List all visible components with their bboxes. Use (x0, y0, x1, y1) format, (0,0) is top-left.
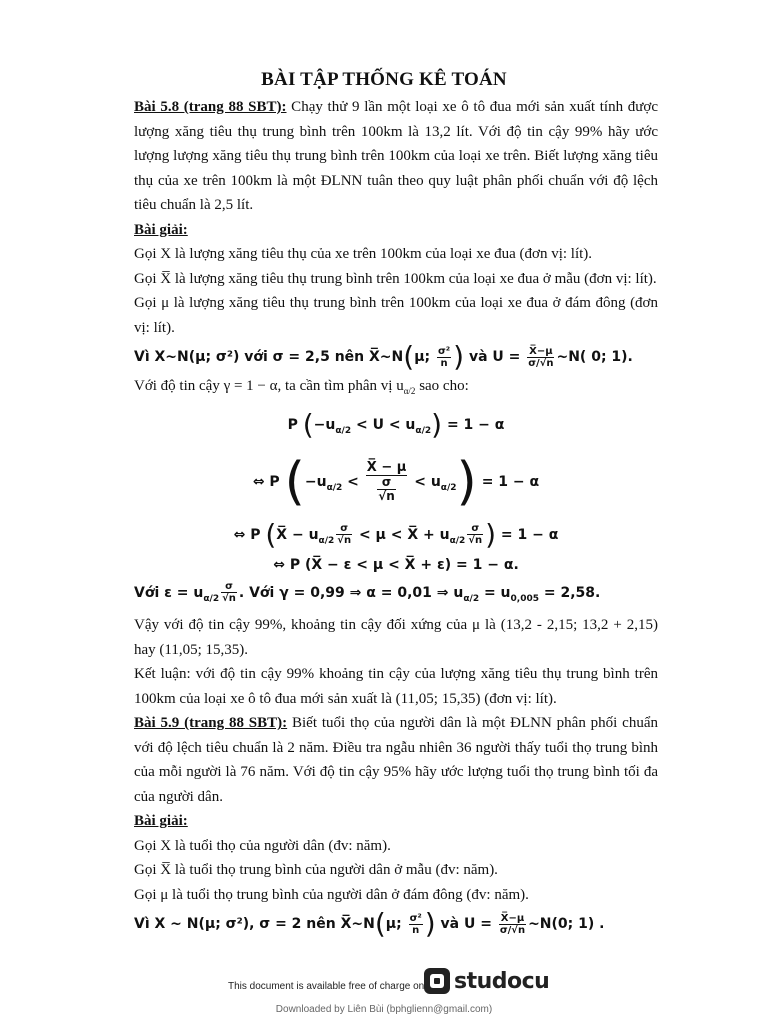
model-line-2-suffix: ~N(0; 1) . (528, 916, 605, 933)
eq2-inner-frac (377, 476, 396, 503)
studocu-logo-icon (424, 968, 450, 994)
document-title: BÀI TẬP THỐNG KÊ TOÁN (261, 69, 507, 90)
define-x-line-2: Gọi X là tuổi thọ của người dân (đv: năm). (134, 837, 391, 854)
problem-5-9-statement (134, 711, 658, 809)
eq2-den (366, 476, 408, 503)
eq2-fraction (366, 460, 408, 503)
define-x-line: Gọi X là lượng xăng tiêu thụ của xe trên 100km của loại xe đua (đơn vị: lít). (134, 246, 593, 262)
model-line-2-mu: μ; (385, 916, 407, 933)
define-xbar-line-2: Gọi X̅ là tuổi thọ trung bình của người dân ở mẫu (đv: năm). (134, 862, 498, 879)
footer-download-note: Downloaded by Liên Bùi (bphglienn@gmail.com) (275, 1004, 493, 1015)
equation-3 (134, 518, 658, 552)
eq2-num: X̅ − μ (366, 460, 407, 475)
paren-open-2: ( (374, 907, 386, 941)
eq3-c: = 1 − α (496, 526, 559, 543)
u-num-2: X̅−μ (500, 912, 525, 924)
eps-sub1: α/2 (203, 593, 220, 604)
document-body (134, 95, 658, 941)
eq1-p: P (287, 416, 298, 433)
page-footer (0, 966, 768, 1024)
eq3-sub: α/2 (318, 535, 335, 546)
eq1-paren-open: ( (302, 407, 314, 441)
problem-5-9-text: Biết tuổi thọ của người dân là một ĐLNN phân phối chuẩn với độ lệch tiêu chuẩn là 2 năm. Điều tra ngẫu nhiên 36 người thấy tuổi thọ trung bình của mỗi người là 76 năm. Với độ tin cậy 95% hãy ước lượng tuổi thọ trung bình tối đa của người dân. (134, 715, 658, 805)
equation-2 (134, 446, 658, 518)
define-mu-line: Gọi μ là lượng xăng tiêu thụ trung bình trên 100km của loại xe đua ở đám đông (đơn vị: lít). (134, 295, 658, 336)
u-den-2: σ/√n (499, 924, 526, 936)
eq2-inner-left: −u (304, 473, 327, 490)
define-mu-line-2: Gọi μ là tuổi thọ trung bình của người dân ở đám đông (đv: năm). (134, 886, 529, 903)
eq2-den-top: σ (377, 476, 396, 490)
studocu-logo[interactable] (424, 968, 549, 994)
model-line-1 (134, 340, 658, 374)
variance-fraction (437, 346, 451, 369)
eq3-frac-num: σ (336, 523, 352, 535)
eps-frac-num: σ (221, 581, 237, 593)
quantile-pre: Với độ tin cậy γ = 1 − α, ta cần tìm phân vị u (134, 378, 404, 394)
eps-end-pre: = u (479, 584, 511, 601)
result-line: Vậy với độ tin cậy 99%, khoảng tin cậy đối xứng của μ là (13,2 - 2,15; 13,2 + 2,15) hay (11,05; 15,35). (134, 617, 658, 658)
eps-frac (221, 581, 237, 604)
eq3-left: ⇔ P (233, 526, 261, 543)
eps-frac-den: √n (222, 593, 236, 604)
quantile-post: sao cho: (415, 378, 469, 394)
eps-sub2: α/2 (463, 593, 480, 604)
eq2-den-bot: √n (378, 489, 395, 503)
equation-4: ⇔ P (X̅ − ε < μ < X̅ + ε) = 1 − α. (273, 556, 519, 573)
eq3-paren-close: ) (485, 517, 497, 551)
conclusion-line: Kết luận: với độ tin cậy 99% khoảng tin cậy của lượng xăng tiêu thụ trung bình trên 100km của loại xe ô tô đua mới sản xuất là (11,05; 15,35) (đơn vị: lít). (134, 666, 658, 707)
u-fraction-2 (499, 913, 526, 936)
eq3-b: < μ < X̅ + u (354, 526, 450, 543)
eq1-inner-left: −u (313, 416, 336, 433)
model-line-1-suffix: ~N( 0; 1). (556, 349, 633, 365)
paren-open: ( (403, 340, 415, 373)
epsilon-line (134, 578, 658, 614)
model-line-1-prefix: Vì X~N(μ; σ²) với σ = 2,5 nên X̅~N (134, 349, 404, 365)
eq2-lt: < (342, 473, 364, 490)
model-line-1-mu: μ; (414, 349, 435, 365)
problem-5-8-text: Chạy thử 9 lần một loại xe ô tô đua mới sản xuất tính được lượng xăng tiêu thụ trung bình trên 100km là 13,2 lít. Với độ tin cậy 99% hãy ước lượng lượng xăng tiêu thụ trung bình trên 100km của loại xe trên. Biết lượng xăng tiêu thụ của xe trên 100km là một ĐLNN tuân theo quy luật phân phối chuẩn với độ lệch tiêu chuẩn là 2,5 lít. (134, 99, 658, 213)
eq2-right: = 1 − α (476, 473, 540, 490)
eq2-paren-open: ( (284, 451, 305, 512)
model-line-2-and: và U = (435, 916, 497, 933)
problem-5-9-heading: Bài 5.9 (trang 88 SBT): (134, 715, 288, 732)
paren-close-2: ) (424, 907, 436, 941)
variance-fraction-2 (409, 913, 423, 936)
equation-1 (134, 404, 658, 446)
model-line-2 (134, 907, 658, 941)
eq1-sub-2: α/2 (415, 425, 432, 436)
eq1-mid: < U < u (351, 416, 416, 433)
eq3-frac-2 (467, 523, 483, 546)
footer-note: This document is available free of charge on (228, 981, 425, 992)
define-xbar-line: Gọi X̅ là lượng xăng tiêu thụ trung bình trên 100km của loại xe đua ở mẫu (đơn vị: lít). (134, 270, 657, 287)
studocu-logo-text: studocu (454, 968, 550, 994)
problem-5-8-heading: Bài 5.8 (trang 88 SBT): (134, 99, 287, 115)
eq3-paren-open: ( (265, 517, 277, 551)
eq3-frac-1 (336, 523, 352, 546)
variance-den: n (440, 357, 448, 369)
variance-num: σ² (437, 345, 451, 357)
solution-heading-1: Bài giải: (134, 221, 188, 238)
eps-pre: Với ε = u (134, 584, 204, 601)
eq2-arrow: ⇔ P (252, 473, 280, 490)
eps-sub3: 0,005 (510, 593, 539, 604)
eps-mid: . Với γ = 0,99 ⇒ α = 0,01 ⇒ u (238, 584, 464, 601)
eq1-right: = 1 − α (442, 416, 505, 433)
eq3-a: X̅ − u (276, 526, 319, 543)
variance-num-2: σ² (409, 912, 422, 924)
eq1-paren-close: ) (431, 407, 443, 441)
eq2-sub-2: α/2 (440, 482, 457, 493)
u-den: σ/√n (528, 357, 554, 369)
model-line-2-prefix: Vì X ~ N(μ; σ²), σ = 2 nên X̅~N (134, 916, 375, 933)
solution-heading-2: Bài giải: (134, 813, 188, 830)
variance-den-2: n (412, 924, 420, 936)
u-num: X̅−μ (529, 345, 553, 357)
eq3-frac2-num: σ (467, 523, 483, 535)
u-fraction (527, 346, 554, 369)
eq3-sub-2: α/2 (449, 535, 466, 546)
problem-5-8-statement (134, 95, 658, 218)
quantile-line (134, 374, 658, 404)
quantile-sub: α/2 (403, 386, 416, 396)
eq3-frac2-den: √n (468, 535, 483, 546)
model-line-1-and: và U = (464, 349, 526, 365)
paren-close: ) (453, 340, 465, 373)
eq2-paren-close: ) (456, 451, 477, 512)
eq3-frac-den: √n (337, 535, 352, 546)
eq2-lt2: < u (409, 473, 441, 490)
eps-end: = 2,58. (539, 584, 601, 601)
eq2-sub: α/2 (326, 482, 343, 493)
eq1-sub: α/2 (335, 425, 352, 436)
